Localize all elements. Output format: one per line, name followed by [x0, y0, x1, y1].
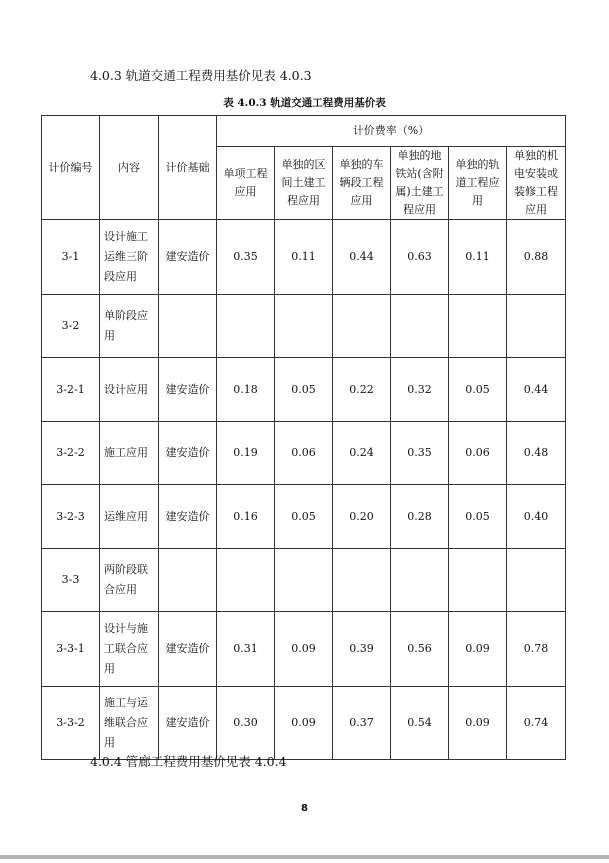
table-header — [42, 116, 566, 220]
cell-rate: 0.09 — [275, 612, 333, 687]
cell-code: 3-3-1 — [42, 612, 100, 687]
cell-rate: 0.06 — [449, 422, 507, 485]
cell-basis — [159, 295, 217, 358]
table-row — [42, 422, 566, 485]
cell-rate: 0.16 — [217, 485, 275, 549]
header-rate-group: 计价费率（%） — [217, 116, 566, 147]
cell-rate — [507, 549, 566, 612]
cell-rate: 0.05 — [275, 485, 333, 549]
cell-rate: 0.48 — [507, 422, 566, 485]
fee-table — [41, 115, 566, 760]
cell-rate — [217, 295, 275, 358]
cell-code: 3-2-1 — [42, 358, 100, 422]
cell-rate: 0.20 — [333, 485, 391, 549]
cell-rate — [333, 295, 391, 358]
next-section-heading: 4.0.4 管廊工程费用基价见表 4.0.4 — [90, 754, 287, 769]
cell-rate: 0.05 — [275, 358, 333, 422]
cell-rate: 0.22 — [333, 358, 391, 422]
cell-rate: 0.28 — [391, 485, 449, 549]
cell-rate: 0.78 — [507, 612, 566, 687]
cell-rate: 0.09 — [449, 612, 507, 687]
cell-basis — [159, 549, 217, 612]
header-rate: 单独的机电安装或装修工程应用 — [507, 147, 566, 220]
page-number: 8 — [301, 803, 308, 814]
cell-basis: 建安造价 — [159, 612, 217, 687]
cell-basis: 建安造价 — [159, 358, 217, 422]
cell-rate: 0.11 — [275, 220, 333, 295]
cell-basis: 建安造价 — [159, 485, 217, 549]
cell-content: 施工与运维联合应用 — [100, 687, 159, 760]
header-code: 计价编号 — [42, 116, 100, 220]
cell-rate: 0.30 — [217, 687, 275, 760]
header-rate: 单独的地铁站(含附属)土建工程应用 — [391, 147, 449, 220]
cell-code: 3-2 — [42, 295, 100, 358]
cell-code: 3-2-2 — [42, 422, 100, 485]
cell-basis: 建安造价 — [159, 422, 217, 485]
cell-content: 设计施工运维三阶段应用 — [100, 220, 159, 295]
cell-content: 两阶段联合应用 — [100, 549, 159, 612]
header-rate: 单独的轨道工程应用 — [449, 147, 507, 220]
bottom-divider — [0, 855, 609, 859]
cell-rate: 0.24 — [333, 422, 391, 485]
cell-rate: 0.37 — [333, 687, 391, 760]
cell-basis: 建安造价 — [159, 687, 217, 760]
cell-content: 设计与施工联合应用 — [100, 612, 159, 687]
cell-code: 3-3 — [42, 549, 100, 612]
header-content: 内容 — [100, 116, 159, 220]
cell-rate: 0.54 — [391, 687, 449, 760]
table-row — [42, 687, 566, 760]
cell-code: 3-2-3 — [42, 485, 100, 549]
cell-code: 3-3-2 — [42, 687, 100, 760]
table-row — [42, 358, 566, 422]
cell-rate: 0.40 — [507, 485, 566, 549]
cell-rate — [507, 295, 566, 358]
cell-rate: 0.06 — [275, 422, 333, 485]
cell-rate: 0.18 — [217, 358, 275, 422]
cell-rate: 0.74 — [507, 687, 566, 760]
cell-content: 设计应用 — [100, 358, 159, 422]
cell-rate: 0.35 — [391, 422, 449, 485]
cell-content: 运维应用 — [100, 485, 159, 549]
table-row — [42, 295, 566, 358]
cell-rate — [217, 549, 275, 612]
cell-code: 3-1 — [42, 220, 100, 295]
cell-rate: 0.56 — [391, 612, 449, 687]
cell-basis: 建安造价 — [159, 220, 217, 295]
cell-rate: 0.05 — [449, 358, 507, 422]
table-row — [42, 549, 566, 612]
table-row — [42, 220, 566, 295]
cell-rate: 0.39 — [333, 612, 391, 687]
cell-rate: 0.44 — [507, 358, 566, 422]
cell-rate: 0.31 — [217, 612, 275, 687]
cell-content: 单阶段应用 — [100, 295, 159, 358]
cell-rate: 0.05 — [449, 485, 507, 549]
cell-rate — [275, 295, 333, 358]
header-rate: 单独的车辆段工程应用 — [333, 147, 391, 220]
cell-rate: 0.11 — [449, 220, 507, 295]
cell-content: 施工应用 — [100, 422, 159, 485]
cell-rate: 0.63 — [391, 220, 449, 295]
header-rate: 单项工程应用 — [217, 147, 275, 220]
section-heading: 4.0.3 轨道交通工程费用基价见表 4.0.3 — [90, 68, 312, 83]
cell-rate: 0.88 — [507, 220, 566, 295]
cell-rate — [449, 295, 507, 358]
header-rate: 单独的区间土建工程应用 — [275, 147, 333, 220]
header-basis: 计价基础 — [159, 116, 217, 220]
cell-rate: 0.35 — [217, 220, 275, 295]
table-row — [42, 612, 566, 687]
cell-rate: 0.32 — [391, 358, 449, 422]
table-row — [42, 485, 566, 549]
cell-rate — [333, 549, 391, 612]
cell-rate — [391, 549, 449, 612]
cell-rate — [391, 295, 449, 358]
cell-rate: 0.19 — [217, 422, 275, 485]
cell-rate — [275, 549, 333, 612]
cell-rate — [449, 549, 507, 612]
table-title: 表 4.0.3 轨道交通工程费用基价表 — [223, 97, 386, 109]
cell-rate: 0.44 — [333, 220, 391, 295]
cell-rate: 0.09 — [275, 687, 333, 760]
table-body — [42, 220, 566, 760]
cell-rate: 0.09 — [449, 687, 507, 760]
